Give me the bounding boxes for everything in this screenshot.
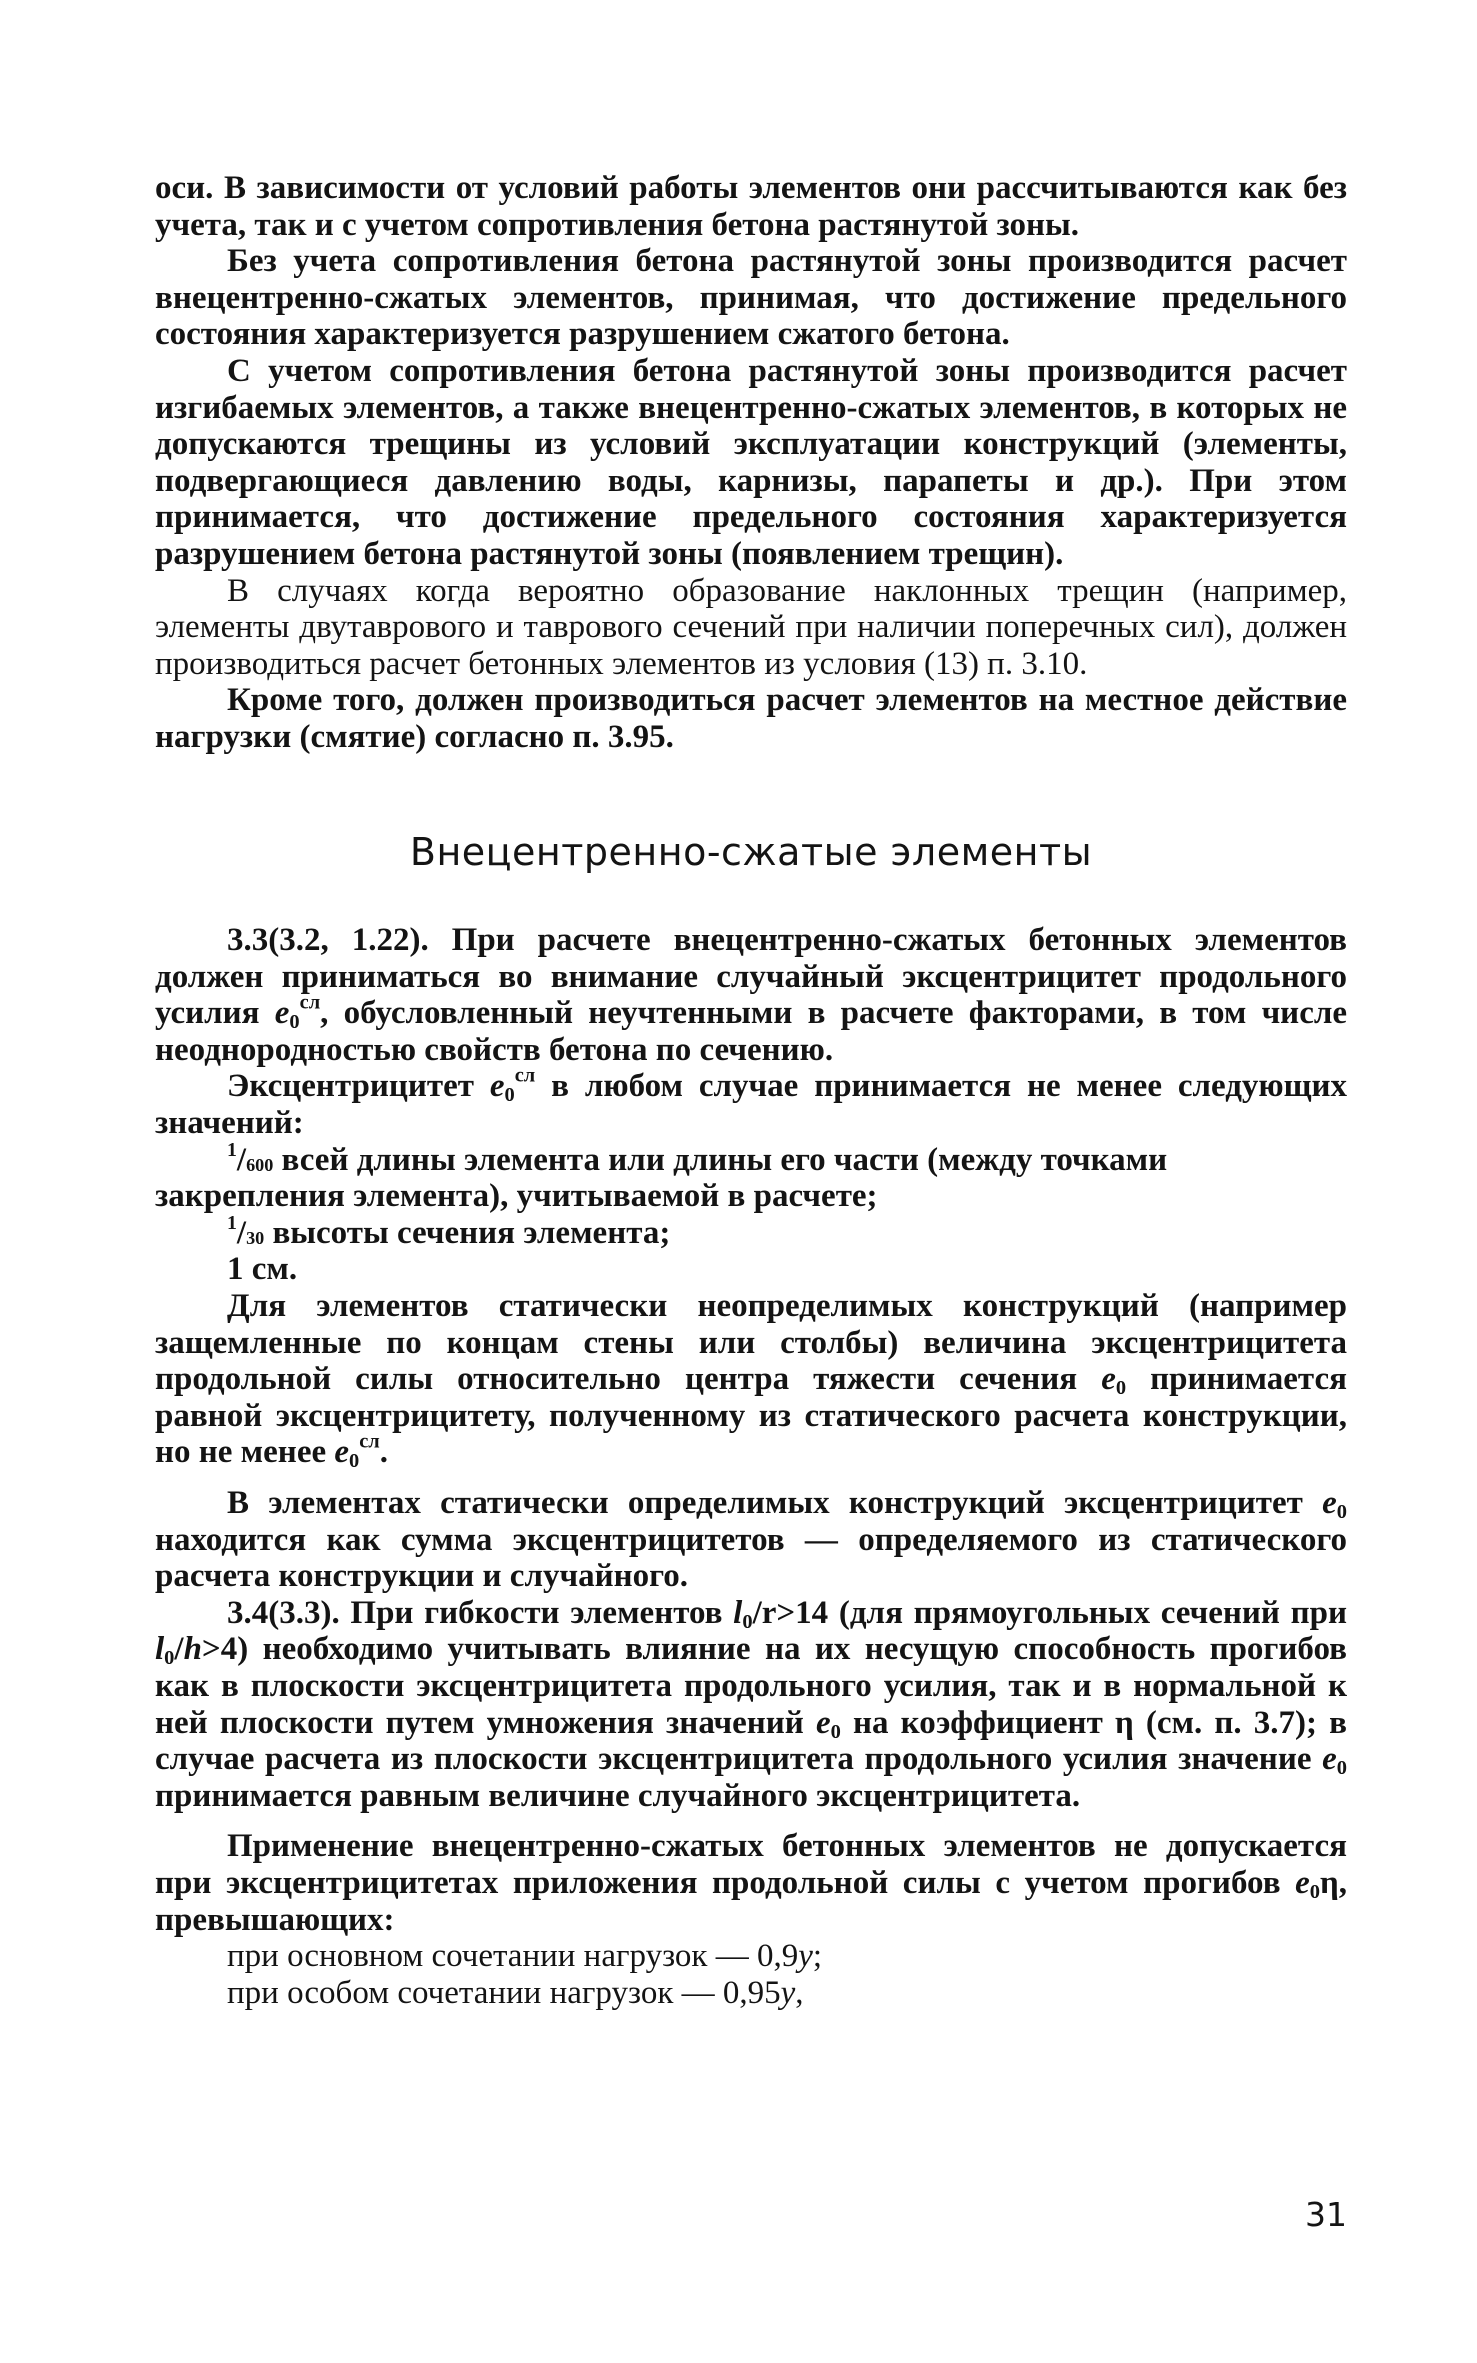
e-zero-subscript: 0 — [1336, 1757, 1347, 1780]
e-symbol: e — [1322, 1741, 1337, 1778]
clause-3-3 — [155, 922, 1347, 1068]
e-zero-subscript: 0 — [1309, 1881, 1320, 1904]
e-symbol: e — [1295, 1864, 1310, 1901]
section-heading: Внецентренно-сжатые элементы — [409, 829, 1093, 874]
eccentricity-start: Эксцентрицитет — [227, 1068, 490, 1105]
paragraph-without-tension-text: Без учета сопротивления бетона растянутой зоны производится расчет внецентренно-сжатых элементов, принимая, что достижение предельного состояния характеризуется разрушением сжатого бетона. — [155, 243, 1347, 353]
limit-basic-combination: при основном сочетании нагрузок — 0,9y; — [227, 1938, 823, 1975]
slenderness-condition-r: /r>14 — [752, 1594, 829, 1631]
e-symbol: e — [274, 995, 290, 1032]
l-zero-subscript: 0 — [742, 1610, 753, 1633]
list-item-one-cm — [155, 1251, 1347, 1288]
y-symbol: y — [780, 1974, 796, 2011]
fraction-1-600: $^1/_{600}$ — [227, 1138, 274, 1178]
paragraph-without-tension — [155, 243, 1347, 353]
l-symbol: l — [733, 1594, 743, 1631]
paragraph-with-tension — [155, 353, 1347, 573]
clause-3-4: 3.4(3.3). При гибкости элементов $l_0/r>14$ (для прямоугольных сечений при $l_0/h>4$) необходимо учитывать влияние на их несущую способность прогибов как в плоскости эксцентрицитета продольного усилия, так и в нормальной к ней плоскости путем умножения значений $e_0$ на коэффициент η (см. п. 3.7); в случае расчета из плоскости эксцентрицитета продольного усилия значение $e_0$ принимается равным величине случайного эксцентрицитета. — [155, 1594, 1347, 1814]
page-number: 31 — [1305, 2195, 1347, 2234]
e-symbol: e — [1101, 1361, 1116, 1398]
e-zero-subscript: 0 — [1115, 1377, 1127, 1400]
paragraph-local-load — [155, 682, 1347, 755]
body-text — [155, 170, 1347, 2011]
paragraph-application-limits: Применение внецентренно-сжатых бетонных элементов не допускается при эксцентрицитетах приложения продольной силы с учетом прогибов $e_0\eta$, превышающих: — [155, 1828, 1347, 1938]
e-zero-subscript: 0 — [504, 1084, 515, 1107]
e-symbol: e — [334, 1434, 350, 1471]
e-zero-subscript: 0 — [289, 1011, 300, 1034]
paragraph-intro — [155, 170, 1347, 243]
e-zero-subscript: 0 — [830, 1720, 841, 1743]
list-item-height — [155, 1211, 1347, 1252]
paragraph-intro-text: оси. В зависимости от условий работы элементов они рассчитываются как без учета, так и с учетом сопротивления бетона растянутой зоны. — [155, 170, 1347, 243]
list-item-one-cm-text: 1 см. — [227, 1251, 298, 1288]
clause-3-3-end: , обусловленный неучтенными в расчете факторами, в том числе неоднородностью свойств бетона по сечению. — [155, 995, 1347, 1068]
list-item-height-text: высоты сечения элемента; — [264, 1214, 671, 1251]
paragraph-eccentricity-min — [155, 1065, 1348, 1142]
e-sl-superscript: сл — [514, 1065, 536, 1088]
e-zero-subscript: 0 — [1336, 1501, 1347, 1524]
fraction-1-30: $^1/_{30}$ — [227, 1211, 265, 1251]
e-sl-superscript: сл — [359, 1431, 380, 1454]
list-item-length-text: всей длины элемента или длины его части (между точками закрепления элемента), учитываемой в расчете; — [155, 1141, 1168, 1215]
e-sl-superscript: сл — [299, 991, 321, 1014]
e-symbol: e — [1322, 1485, 1337, 1521]
eccentricity-end: в любом случае принимается не менее следующих значений: — [155, 1068, 1348, 1142]
limit-special-combination: при особом сочетании нагрузок — 0,95y, — [227, 1974, 804, 2011]
h-symbol: h — [183, 1631, 202, 1668]
l-symbol: l — [155, 1631, 165, 1668]
e-symbol: e — [815, 1704, 831, 1741]
e-symbol: e — [489, 1068, 505, 1105]
eta-symbol: η — [1320, 1864, 1339, 1901]
clause-3-3-start: 3.3(3.2, 1.22). При расчете внецентренно-сжатых бетонных элементов должен приниматься во внимание случайный эксцентрицитет продольного усилия — [155, 922, 1347, 1032]
paragraph-statically-indeterminate: Для элементов статически неопределимых конструкций (например защемленные по концам стены или столбы) величина эксцентрицитета продольной силы относительно центра тяжести сечения $e_0$ принимается равной эксцентрицитету, полученному из статического расчета конструкции, но не менее $e_0^{сл}$. — [155, 1288, 1347, 1473]
slenderness-condition-h: >4 — [201, 1631, 238, 1668]
l-zero-subscript: 0 — [164, 1647, 175, 1670]
e-zero-subscript: 0 — [349, 1450, 360, 1473]
paragraph-statically-determinate: В элементах статически определимых конструкций эксцентрицитет $e_0$ находится как сумма эксцентрицитетов — определяемого из статического расчета конструкции и случайного. — [155, 1485, 1347, 1595]
y-symbol: y — [798, 1938, 813, 1975]
paragraph-local-load-text: Кроме того, должен производиться расчет элементов на местное действие нагрузки (смятие) согласно п. 3.95. — [155, 682, 1347, 755]
paragraph-with-tension-text: С учетом сопротивления бетона растянутой зоны производится расчет изгибаемых элементов, а также внецентренно-сжатых элементов, в которых не допускаются трещины из условий эксплуатации конструкций (элементы, подвергающиеся давлению воды, карнизы, парапеты и др.). При этом принимается, что достижение предельного состояния характеризуется разрушением бетона растянутой зоны (появлением трещин). — [155, 352, 1347, 572]
list-item-length — [155, 1138, 1347, 1215]
paragraph-inclined-cracks: В случаях когда вероятно образование наклонных трещин (например, элементы двутаврового и таврового сечений при наличии поперечных сил), должен производиться расчет бетонных элементов из условия (13) п. 3.10. — [155, 572, 1347, 682]
